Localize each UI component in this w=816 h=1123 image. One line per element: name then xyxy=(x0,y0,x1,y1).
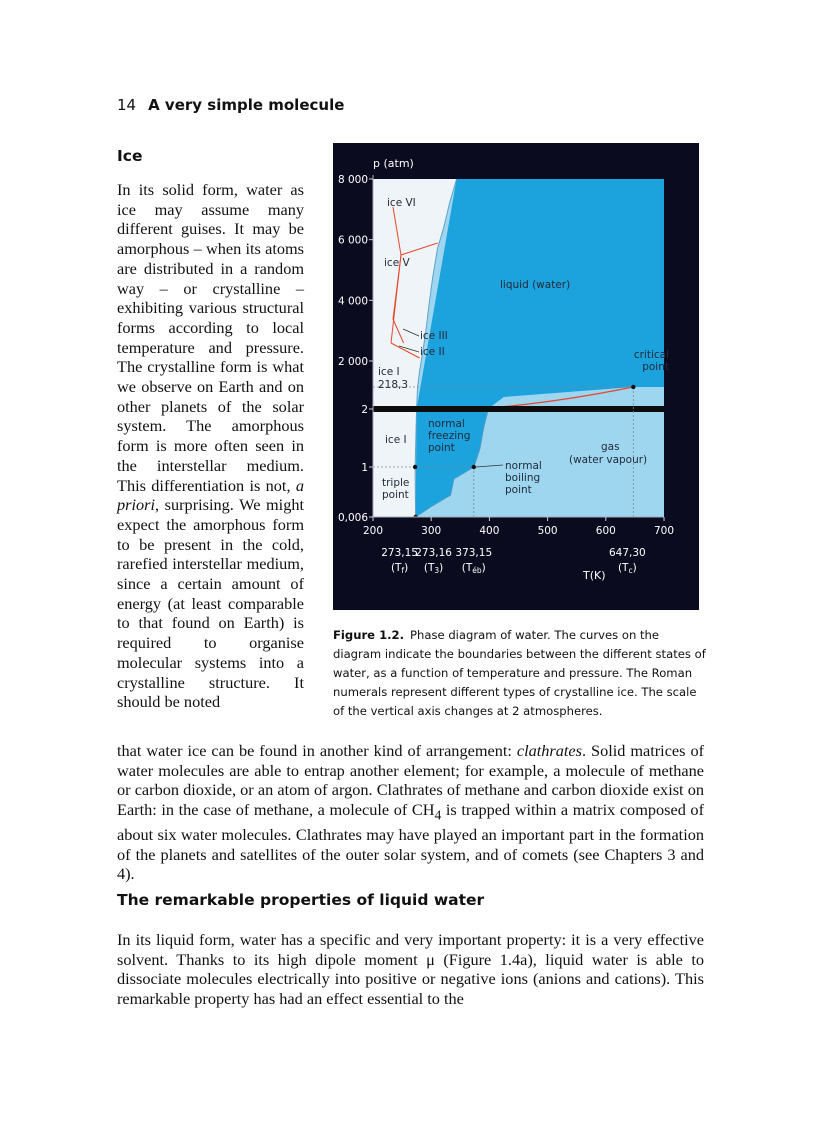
label-normal-boiling-2: boiling xyxy=(505,472,541,484)
special-temperature-symbol: (Tc) xyxy=(617,562,637,575)
y-tick-label: 6 000 xyxy=(337,234,368,247)
special-temperature-symbol: (Téb) xyxy=(461,562,486,575)
label-normal-freezing-2: freezing xyxy=(428,430,471,442)
y-tick-label: 1 xyxy=(361,462,368,474)
y-tick-label: 0,006 xyxy=(337,512,368,524)
label-ice-v: ice V xyxy=(384,257,410,269)
chapter-title: A very simple molecule xyxy=(148,96,345,114)
special-temperature-symbol: (Tf) xyxy=(390,562,409,575)
x-axis-title: T(K) xyxy=(583,569,606,582)
paragraph-ice-wide xyxy=(117,741,704,884)
x-tick-label: 300 xyxy=(421,525,442,537)
special-temperature-value: 647,30 xyxy=(608,547,646,559)
emphasis-clathrates: clathrates xyxy=(516,741,582,760)
label-gas-sub: (water vapour) xyxy=(569,454,648,466)
text-run: In its solid form, water as ice may assume many different guises. It may be amorphous – when its atoms are distributed in a random way – or crystalline – exhibiting various structural forms according to local temperature and pressure. The crystalline form is what we observe on Earth and on other planets of the solar system. The amorphous form is more often seen in the interstellar medium. This differentiation is not, xyxy=(117,180,304,495)
label-normal-freezing-3: point xyxy=(428,442,455,454)
y-axis-title: p (atm) xyxy=(373,157,414,170)
normal-boiling-point-marker xyxy=(472,465,476,469)
label-ice-vi: ice VI xyxy=(387,197,416,209)
text-run: . Solid matrices of water molecules are able to entrap another element; for example, a molecule of methane or carbon dioxide, or an atom of argon. Clathrates of methane and carbon dioxide exist on Earth: in the case of methane, a molecule of CH xyxy=(117,741,705,820)
text-run: is trapped within a matrix composed of about six water molecules. Clathrates may have played an important part in the formation of the planets and satellites of the outer solar system, and of comets (see Chapters 3 and 4). xyxy=(117,800,704,884)
label-normal-freezing: normal xyxy=(428,418,465,430)
subscript-4: 4 xyxy=(434,807,442,823)
label-triple-point: triple xyxy=(382,477,410,489)
mu-symbol: μ xyxy=(426,949,435,969)
label-critical-point: critical xyxy=(633,349,669,361)
phase-diagram-chart xyxy=(333,143,699,610)
axis-break-bar xyxy=(373,406,664,412)
special-temperature-value: 273,16 xyxy=(415,547,452,559)
x-tick-label: 600 xyxy=(595,525,616,537)
normal-freezing-point-marker xyxy=(413,465,417,469)
label-ice-i-lower: ice I xyxy=(385,434,407,446)
label-normal-boiling: normal xyxy=(505,460,542,472)
text-run: In its liquid form, water has a specific and very important property: it is a very effective solvent. Thanks to its high dipole moment xyxy=(117,930,704,969)
x-tick-label: 700 xyxy=(653,525,675,537)
figure-label: Figure 1.2. xyxy=(333,628,405,642)
text-run: (Figure 1.4a), liquid water is able to dissociate molecules electrically into positive or negative ions (anions and cations). This remarkable property has had an effect essential to the xyxy=(117,949,705,1009)
y-tick-label: 8 000 xyxy=(337,174,368,186)
y-tick-label: 2 000 xyxy=(337,356,368,368)
text-run: that water ice can be found in another kind of arrangement: xyxy=(117,741,517,760)
label-triple-point-2: point xyxy=(382,489,409,501)
paragraph-ice-narrow xyxy=(117,180,304,712)
special-temperature-symbol: (T3) xyxy=(423,562,444,575)
running-head xyxy=(117,96,344,114)
special-temperature-value: 273,15 xyxy=(381,547,418,559)
emphasis-a-priori: a priori xyxy=(117,475,304,515)
figure-caption xyxy=(333,626,707,721)
paragraph-liquid-water xyxy=(117,930,704,1009)
label-ice-i-value: 218,3 xyxy=(378,379,409,391)
label-critical-point-2: point xyxy=(642,361,669,373)
caption-text: Phase diagram of water. The curves on the diagram indicate the boundaries between the different states of water, as a function of temperature and pressure. The Roman numerals represent different types of crystalline ice. The scale of the vertical axis changes at 2 atmospheres. xyxy=(333,628,706,718)
x-tick-label: 500 xyxy=(537,525,558,537)
label-liquid: liquid (water) xyxy=(500,279,571,291)
section-heading-liquid-water: The remarkable properties of liquid water xyxy=(117,891,485,909)
x-tick-label: 400 xyxy=(479,525,500,537)
phase-diagram-figure xyxy=(333,143,699,610)
label-ice-iii: ice III xyxy=(420,330,448,342)
y-tick-label: 2 xyxy=(361,404,368,416)
label-normal-boiling-3: point xyxy=(505,484,532,496)
critical-point-marker xyxy=(631,385,635,389)
x-tick-label: 200 xyxy=(362,525,384,537)
section-heading-ice: Ice xyxy=(117,147,143,165)
label-gas: gas xyxy=(601,441,620,453)
special-temperature-value: 373,15 xyxy=(455,547,493,559)
text-run: , surprising. We might expect the amorphous form to be present in the cold, rarefied interstellar medium, since a certain amount of energy (at least comparable to that found on Earth) is required to organise molecular systems into a crystalline structure. It should be noted xyxy=(117,495,304,712)
label-ice-ii: ice II xyxy=(420,346,445,358)
y-tick-label: 4 000 xyxy=(337,295,368,308)
page-number: 14 xyxy=(117,96,137,114)
label-ice-i-upper: ice I xyxy=(378,366,400,378)
liquid-region-upper xyxy=(417,179,664,409)
